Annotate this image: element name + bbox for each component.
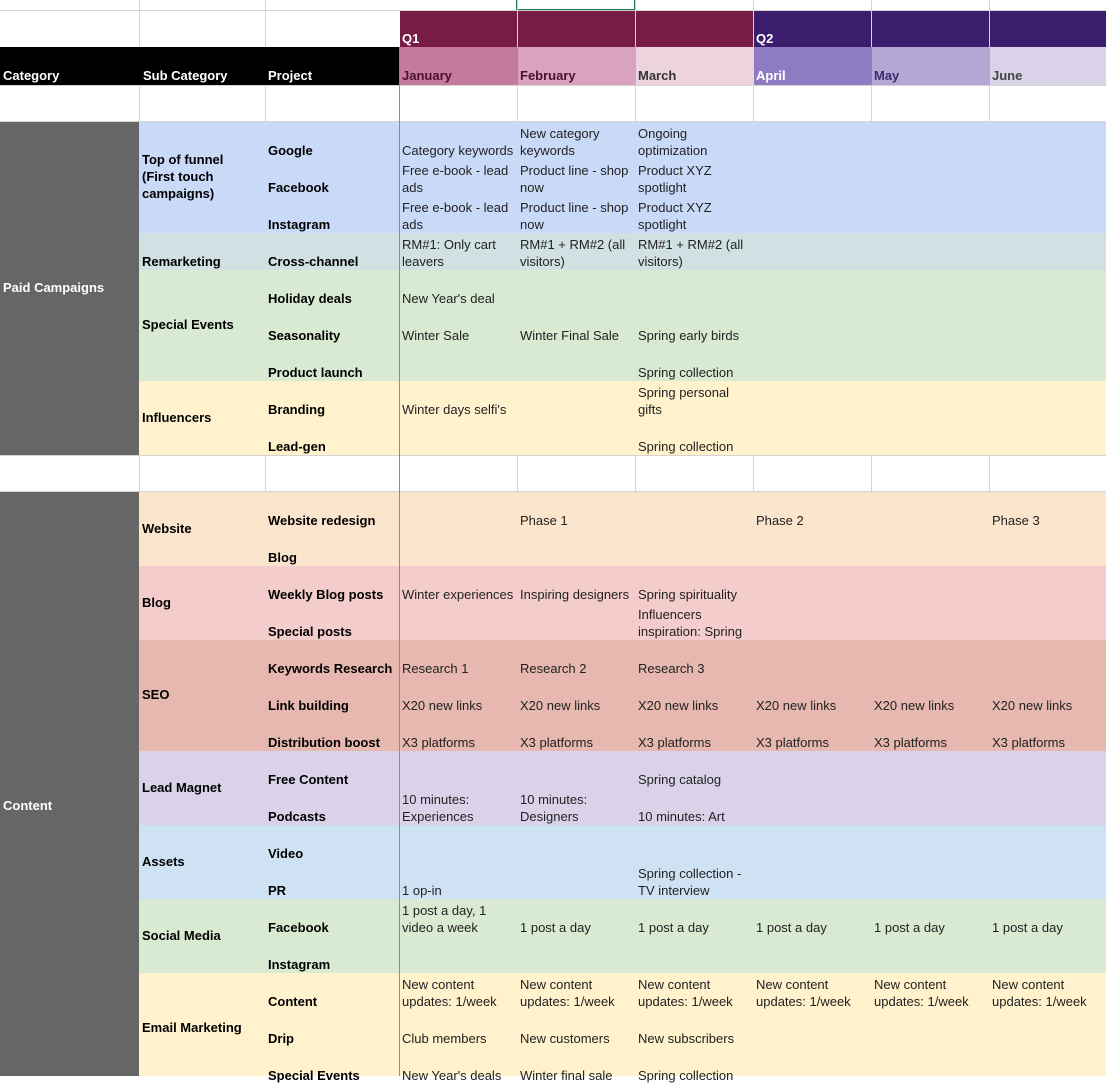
schedule-cell[interactable]: 1 post a day <box>874 920 945 935</box>
schedule-cell[interactable]: X20 new links <box>638 698 719 713</box>
gridline <box>989 85 990 122</box>
schedule-cell[interactable]: Product line - shop now <box>520 163 629 195</box>
header-category: Category <box>3 68 60 83</box>
project-label: Distribution boost <box>268 735 380 750</box>
schedule-cell[interactable]: Spring collection <box>638 1068 734 1083</box>
schedule-cell[interactable]: New content updates: 1/week <box>992 977 1087 1009</box>
schedule-cell[interactable]: X20 new links <box>874 698 955 713</box>
schedule-cell[interactable]: Research 1 <box>402 661 469 676</box>
project-label: Instagram <box>268 957 331 972</box>
header-month-may: May <box>872 47 990 85</box>
schedule-cell[interactable]: New content updates: 1/week <box>756 977 851 1009</box>
schedule-cell[interactable]: Ongoing optimization <box>638 126 708 158</box>
schedule-cell[interactable]: Winter experiences <box>402 587 514 602</box>
project-label: Free Content <box>268 772 349 787</box>
header-month-march: March <box>636 47 754 85</box>
category-paid-campaigns: Paid Campaigns <box>0 122 139 455</box>
schedule-cell[interactable]: X3 platforms <box>874 735 947 750</box>
header-sub-category: Sub Category <box>143 68 228 83</box>
project-label: Website redesign <box>268 513 376 528</box>
gridline <box>753 455 754 492</box>
schedule-cell[interactable]: 1 post a day <box>638 920 709 935</box>
gridline <box>139 0 140 47</box>
schedule-cell[interactable]: Winter Final Sale <box>520 328 619 343</box>
gridline <box>753 0 754 47</box>
schedule-cell[interactable]: Spring spirituality <box>638 587 737 602</box>
gridline <box>517 455 518 492</box>
project-label: Content <box>268 994 318 1009</box>
schedule-cell[interactable]: Product XYZ spotlight <box>638 200 712 232</box>
schedule-cell[interactable]: RM#1: Only cart leavers <box>402 237 496 269</box>
schedule-cell[interactable]: New subscribers <box>638 1031 735 1046</box>
subcat-social-media: Social Media <box>142 928 221 943</box>
subcat-email-marketing: Email Marketing <box>142 1020 242 1035</box>
schedule-cell[interactable]: RM#1 + RM#2 (all visitors) <box>520 237 626 269</box>
gridline <box>517 85 518 122</box>
schedule-cell[interactable]: New customers <box>520 1031 610 1046</box>
gridline <box>265 455 266 492</box>
schedule-cell[interactable]: 1 post a day <box>520 920 591 935</box>
schedule-cell[interactable]: Spring personal gifts <box>638 385 730 417</box>
schedule-cell[interactable]: Phase 3 <box>992 513 1040 528</box>
schedule-cell[interactable]: X3 platforms <box>520 735 593 750</box>
quarter-q2-label: Q2 <box>756 31 774 46</box>
subcat-assets: Assets <box>142 854 185 869</box>
gridline <box>517 0 518 47</box>
schedule-cell[interactable]: Spring early birds <box>638 328 740 343</box>
schedule-cell[interactable]: Spring collection <box>638 439 734 454</box>
schedule-cell[interactable]: Phase 2 <box>756 513 804 528</box>
schedule-cell[interactable]: Research 3 <box>638 661 705 676</box>
project-label: PR <box>268 883 287 898</box>
gridline <box>139 85 140 122</box>
schedule-cell[interactable]: X3 platforms <box>756 735 829 750</box>
subcat-remarketing: Remarketing <box>142 254 221 269</box>
header-month-january: January <box>400 47 518 85</box>
project-label: Facebook <box>268 180 329 195</box>
gridline <box>139 455 140 492</box>
gridline <box>0 10 1106 11</box>
schedule-cell[interactable]: 1 post a day <box>992 920 1063 935</box>
schedule-cell[interactable]: X20 new links <box>520 698 601 713</box>
quarter-q1-band <box>400 10 753 47</box>
project-label: Link building <box>268 698 349 713</box>
gridline <box>0 455 1106 456</box>
schedule-cell[interactable]: Product XYZ spotlight <box>638 163 712 195</box>
schedule-cell[interactable]: Spring catalog <box>638 772 722 787</box>
schedule-cell[interactable]: Free e-book - lead ads <box>402 163 509 195</box>
header-project: Project <box>268 68 313 83</box>
project-label: Blog <box>268 550 297 565</box>
schedule-cell[interactable]: X3 platforms <box>638 735 711 750</box>
quarter-q1-label: Q1 <box>402 31 420 46</box>
schedule-cell[interactable]: New content updates: 1/week <box>874 977 969 1009</box>
gridline <box>0 85 1106 86</box>
gridline <box>265 0 266 47</box>
schedule-cell[interactable]: Research 2 <box>520 661 587 676</box>
schedule-cell[interactable]: X20 new links <box>992 698 1073 713</box>
subcat-website: Website <box>142 521 192 536</box>
schedule-cell[interactable]: X3 platforms <box>402 735 475 750</box>
gridline <box>635 85 636 122</box>
quarter-q2-band <box>753 10 1106 47</box>
schedule-cell[interactable]: New Year's deal <box>402 291 495 306</box>
schedule-cell[interactable]: Phase 1 <box>520 513 568 528</box>
header-month-april: April <box>754 47 872 85</box>
schedule-cell[interactable]: 1 op-in <box>402 883 442 898</box>
project-label: Special Events <box>268 1068 360 1083</box>
schedule-cell[interactable]: New content updates: 1/week <box>520 977 615 1009</box>
schedule-cell[interactable]: Product line - shop now <box>520 200 629 232</box>
freeze-divider <box>399 47 400 1076</box>
subcat-influencers: Influencers <box>142 410 212 425</box>
schedule-cell[interactable]: New Year's deals <box>402 1068 502 1083</box>
schedule-cell[interactable]: 10 minutes: Art <box>638 809 725 824</box>
project-label: Branding <box>268 402 326 417</box>
schedule-cell[interactable]: Club members <box>402 1031 487 1046</box>
subcat-seo: SEO <box>142 687 170 702</box>
project-label: Weekly Blog posts <box>268 587 384 602</box>
project-label: Keywords Research <box>268 661 393 676</box>
schedule-cell[interactable]: X3 platforms <box>992 735 1065 750</box>
project-label: Lead-gen <box>268 439 326 454</box>
schedule-cell[interactable]: X20 new links <box>402 698 483 713</box>
gridline <box>989 455 990 492</box>
schedule-cell[interactable]: New content updates: 1/week <box>638 977 733 1009</box>
schedule-cell[interactable]: Category keywords <box>402 143 514 158</box>
gridline <box>635 455 636 492</box>
gridline <box>753 85 754 122</box>
schedule-cell[interactable]: New content updates: 1/week <box>402 977 497 1009</box>
schedule-cell[interactable]: 1 post a day, 1 video a week <box>402 903 487 935</box>
project-label: Product launch <box>268 365 363 380</box>
category-content: Content <box>0 492 139 1076</box>
schedule-cell[interactable]: X20 new links <box>756 698 837 713</box>
project-label: Drip <box>268 1031 294 1046</box>
schedule-cell[interactable]: Spring collection <box>638 365 734 380</box>
gridline <box>989 0 990 47</box>
gridline <box>0 121 1106 122</box>
project-label: Seasonality <box>268 328 341 343</box>
schedule-cell[interactable]: Winter Sale <box>402 328 470 343</box>
schedule-cell[interactable]: 10 minutes: Experiences <box>402 792 474 824</box>
schedule-cell[interactable]: Influencers inspiration: Spring <box>638 607 743 639</box>
gridline <box>871 0 872 47</box>
schedule-cell[interactable]: Spring collection - TV interview <box>638 866 742 898</box>
subcat-special-events: Special Events <box>142 317 234 332</box>
schedule-cell[interactable]: RM#1 + RM#2 (all visitors) <box>638 237 744 269</box>
project-label: Instagram <box>268 217 331 232</box>
schedule-cell[interactable]: New category keywords <box>520 126 600 158</box>
header-month-june: June <box>990 47 1106 85</box>
subcat-top-funnel: Top of funnel (First touch campaigns) <box>142 152 224 201</box>
gridline <box>265 85 266 122</box>
schedule-cell[interactable]: Free e-book - lead ads <box>402 200 509 232</box>
project-label: Google <box>268 143 313 158</box>
header-month-february: February <box>518 47 636 85</box>
project-label: Special posts <box>268 624 352 639</box>
gridline <box>871 455 872 492</box>
schedule-cell[interactable]: Winter days selfi's <box>402 402 507 417</box>
gridline <box>0 491 1106 492</box>
project-label: Holiday deals <box>268 291 352 306</box>
gridline <box>635 0 636 47</box>
schedule-cell[interactable]: Winter final sale <box>520 1068 613 1083</box>
schedule-cell[interactable]: 1 post a day <box>756 920 827 935</box>
header-black-band <box>0 47 400 85</box>
gridline <box>871 85 872 122</box>
schedule-cell[interactable]: Inspiring designers <box>520 587 630 602</box>
subcat-lead-magnet: Lead Magnet <box>142 780 222 795</box>
project-label: Cross-channel <box>268 254 359 269</box>
schedule-cell[interactable]: 10 minutes: Designers <box>520 792 588 824</box>
subcat-blog: Blog <box>142 595 171 610</box>
project-label: Podcasts <box>268 809 326 824</box>
project-label: Video <box>268 846 304 861</box>
project-label: Facebook <box>268 920 329 935</box>
